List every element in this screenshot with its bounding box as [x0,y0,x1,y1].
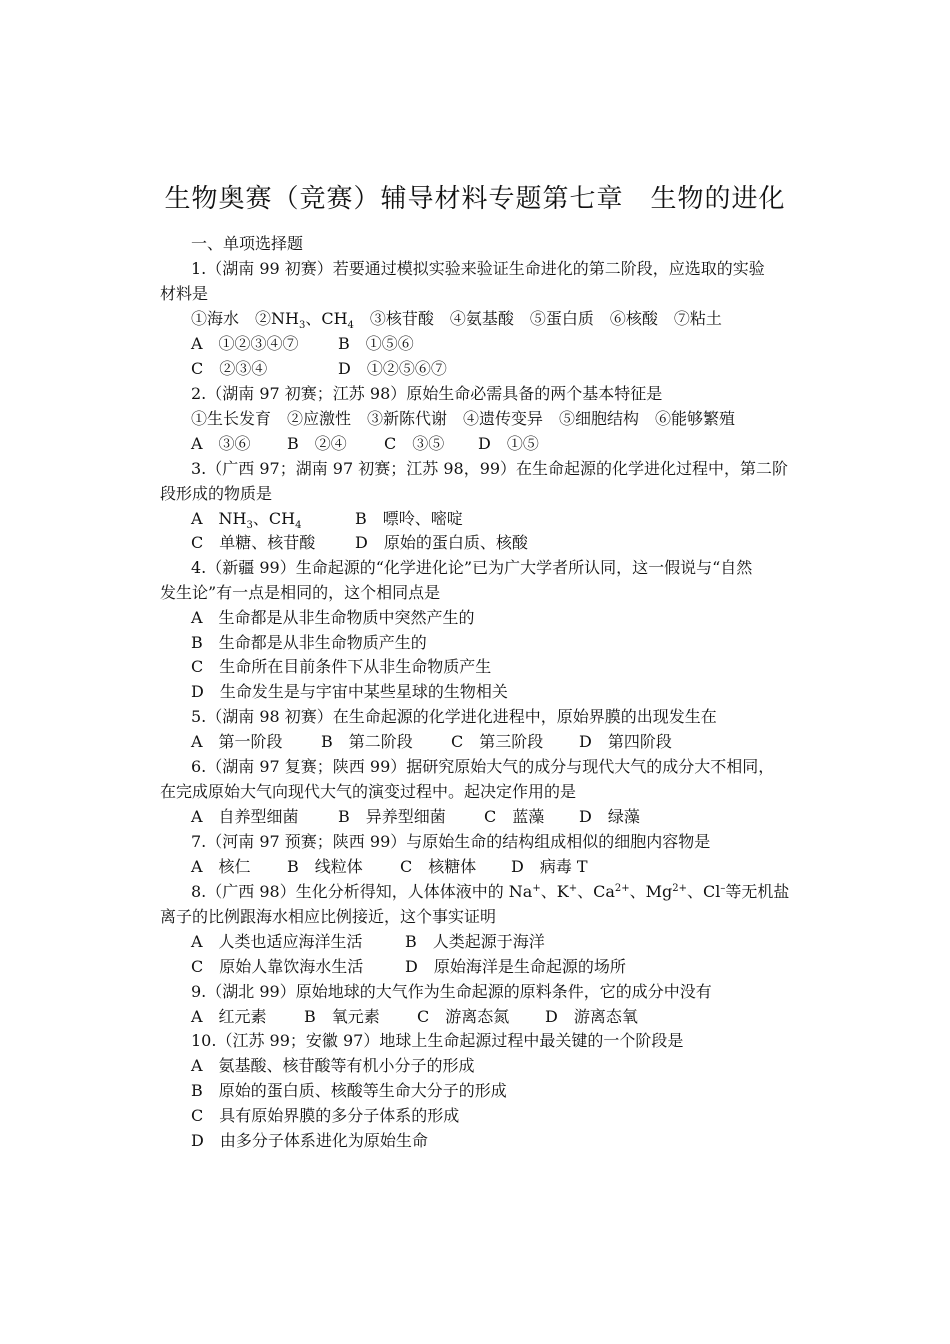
q10-option-b: B 原始的蛋白质、核酸等生命大分子的形成 [191,1081,507,1100]
q4-option-d: D 生命发生是与宇宙中某些星球的生物相关 [191,682,508,701]
q3-option-d: D 原始的蛋白质、核酸 [355,533,528,552]
q2-option-b: B ②④ [287,434,347,453]
q10-option-a: A 氨基酸、核苷酸等有机小分子的形成 [191,1056,475,1075]
q4-option-b: B 生命都是从非生命物质产生的 [191,633,427,652]
q7-option-a: A 核仁 [191,857,251,876]
q9-option-a: A 红元素 [191,1007,267,1026]
q4-option-c: C 生命所在目前条件下从非生命物质产生 [191,657,492,676]
q7-option-b: B 线粒体 [287,857,363,876]
q8-option-b: B 人类起源于海洋 [405,932,545,951]
page-title: 生物奥赛（竞赛）辅导材料专题第七章 生物的进化 [164,184,786,214]
q8-stem-cont: 离子的比例跟海水相应比例接近，这个事实证明 [160,907,497,926]
q4-stem: 4.（新疆 99）生命起源的“化学进化论”已为广大学者所认同，这一假说与“自然 [191,558,753,577]
q6-stem-cont: 在完成原始大气向现代大气的演变过程中。起决定作用的是 [160,782,577,801]
q4-stem-cont: 发生论”有一点是相同的，这个相同点是 [160,583,441,602]
q6-option-d: D 绿藻 [579,807,640,826]
q1-option-a: A ①②③④⑦ [191,334,299,353]
q5-option-a: A 第一阶段 [191,732,283,751]
q1-materials: ①海水 $②NH_3$、$CH_4$ ③核苷酸 ④氨基酸 ⑤蛋白质 ⑥核酸 ⑦粘土 [191,309,722,331]
q6-option-b: B 异养型细菌 [338,807,446,826]
q5-option-d: D 第四阶段 [579,732,672,751]
q3-stem: 3.（广西 97；湖南 97 初赛；江苏 98，99）在生命起源的化学进化过程中，第二阶 [191,459,789,478]
q10-stem: 10.（江苏 99；安徽 97）地球上生命起源过程中最关键的一个阶段是 [191,1031,684,1050]
q6-option-c: C 蓝藻 [484,807,545,826]
q2-option-c: C ③⑤ [384,434,445,453]
q8-option-a: A 人类也适应海洋生活 [191,932,363,951]
q2-option-d: D ①⑤ [478,434,539,453]
q3-option-c: C 单糖、核苷酸 [191,533,316,552]
q6-stem: 6.（湖南 97 复赛；陕西 99）据研究原始大气的成分与现代大气的成分大不相同， [191,757,775,776]
q5-option-c: C 第三阶段 [451,732,544,751]
q3-option-b: B 嘌呤、嘧啶 [355,509,463,528]
q7-option-c: C 核糖体 [400,857,477,876]
q1-option-d: D ①②⑤⑥⑦ [338,359,447,378]
q9-option-c: C 游离态氮 [417,1007,510,1026]
section-heading: 一、单项选择题 [191,234,304,253]
q2-stem: 2.（湖南 97 初赛；江苏 98）原始生命必需具备的两个基本特征是 [191,384,663,403]
q7-stem: 7.（河南 97 预赛；陕西 99）与原始生命的结构组成相似的细胞内容物是 [191,832,711,851]
q1-option-b: B ①⑤⑥ [338,334,414,353]
q9-option-d: D 游离态氧 [545,1007,638,1026]
q8-option-d: D 原始海洋是生命起源的场所 [405,957,626,976]
q10-option-c: C 具有原始界膜的多分子体系的形成 [191,1106,460,1125]
q6-option-a: A 自养型细菌 [191,807,299,826]
q3-stem-cont: 段形成的物质是 [160,484,273,503]
q10-option-d: D 由多分子体系进化为原始生命 [191,1131,428,1150]
q3-option-a: A $NH_3$、$CH_4$ [191,509,302,531]
q2-items: ①生长发育 ②应激性 ③新陈代谢 ④遗传变异 ⑤细胞结构 ⑥能够繁殖 [191,409,736,428]
q9-stem: 9.（湖北 99）原始地球的大气作为生命起源的原料条件，它的成分中没有 [191,982,712,1001]
q8-option-c: C 原始人靠饮海水生活 [191,957,364,976]
q1-stem: 1.（湖南 99 初赛）若要通过模拟实验来验证生命进化的第二阶段，应选取的实验 [191,259,765,278]
q5-stem: 5.（湖南 98 初赛）在生命起源的化学进化进程中，原始界膜的出现发生在 [191,707,717,726]
q8-stem: 8.（广西 98）生化分析得知，人体体液中的 Na+、K+、$Ca^{2+}$、$Mg^{2+}$、Cl–等无机盐 [191,882,790,901]
q2-option-a: A ③⑥ [191,434,251,453]
q9-option-b: B 氧元素 [304,1007,380,1026]
q4-option-a: A 生命都是从非生命物质中突然产生的 [191,608,475,627]
q7-option-d: D 病毒 T [511,857,588,876]
q5-option-b: B 第二阶段 [321,732,413,751]
q1-stem-cont: 材料是 [160,284,209,303]
q1-option-c: C ②③④ [191,359,268,378]
